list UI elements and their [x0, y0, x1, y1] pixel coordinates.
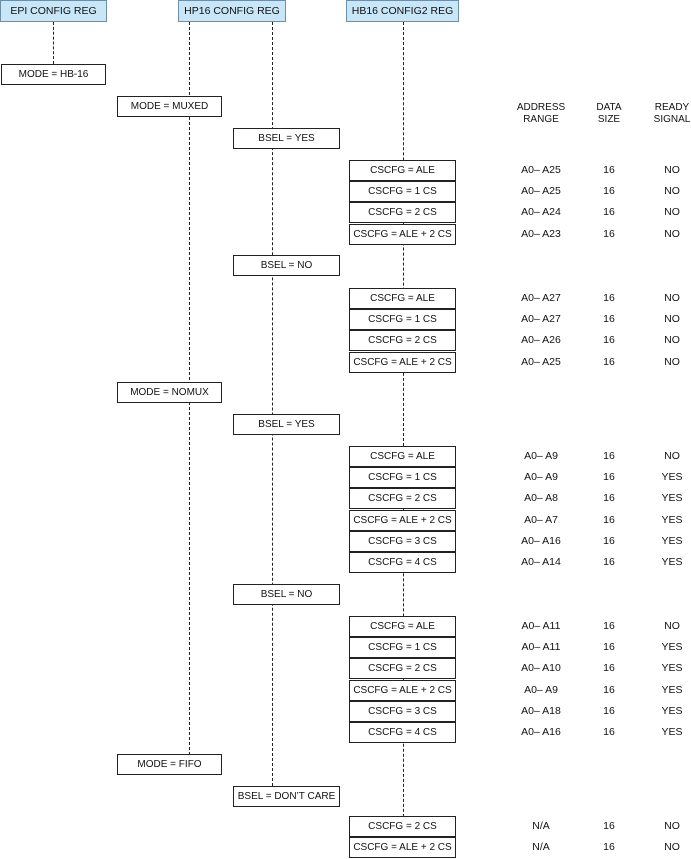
cscfg-box: CSCFG = ALE	[349, 616, 456, 637]
address-range-cell: A0– A11	[521, 620, 561, 632]
ready-signal-cell: YES	[661, 471, 683, 483]
header-hp16-config-reg: HP16 CONFIG REG	[178, 0, 286, 22]
cscfg-box: CSCFG = ALE	[349, 160, 456, 181]
address-range-cell: A0– A25	[521, 185, 561, 197]
address-range-cell: A0– A9	[524, 684, 558, 696]
address-range-cell: A0– A24	[521, 206, 561, 218]
cscfg-box: CSCFG = 2 CS	[349, 816, 456, 837]
header-hb16-config2-reg: HB16 CONFIG2 REG	[346, 0, 459, 22]
ready-signal-cell: NO	[664, 356, 680, 368]
column-header-address-range	[517, 102, 565, 126]
bsel-muxed-no-box: BSEL = NO	[233, 255, 340, 276]
cscfg-box: CSCFG = ALE + 2 CS	[349, 680, 456, 701]
address-range-cell: N/A	[532, 820, 550, 832]
ready-signal-cell: NO	[664, 313, 680, 325]
ready-signal-cell: NO	[664, 228, 680, 240]
cscfg-box: CSCFG = ALE + 2 CS	[349, 224, 456, 245]
data-size-cell: 16	[603, 705, 615, 717]
data-size-cell: 16	[603, 164, 615, 176]
data-size-cell: 16	[603, 185, 615, 197]
data-size-cell: 16	[603, 292, 615, 304]
column-header-address: ADDRESS	[516, 102, 566, 113]
ready-signal-cell: NO	[664, 334, 680, 346]
address-range-cell: A0– A25	[521, 356, 561, 368]
address-range-cell: A0– A14	[521, 556, 561, 568]
data-size-cell: 16	[603, 841, 615, 853]
address-range-cell: A0– A27	[521, 313, 561, 325]
data-size-cell: 16	[603, 556, 615, 568]
cscfg-box: CSCFG = 4 CS	[349, 552, 456, 573]
address-range-cell: A0– A16	[521, 726, 561, 738]
address-range-cell: A0– A7	[524, 514, 558, 526]
connector-line-epi	[53, 22, 54, 64]
column-header-ready-signal	[654, 102, 691, 126]
address-range-cell: A0– A10	[521, 662, 561, 674]
ready-signal-cell: YES	[661, 684, 683, 696]
address-range-cell: A0– A16	[521, 535, 561, 547]
ready-signal-cell: YES	[661, 662, 683, 674]
column-header-range: RANGE	[523, 114, 559, 125]
cscfg-box: CSCFG = 4 CS	[349, 722, 456, 743]
cscfg-box: CSCFG = 2 CS	[349, 488, 456, 509]
address-range-cell: N/A	[532, 841, 550, 853]
data-size-cell: 16	[603, 313, 615, 325]
cscfg-box: CSCFG = 2 CS	[349, 330, 456, 351]
cscfg-box: CSCFG = 1 CS	[349, 181, 456, 202]
address-range-cell: A0– A26	[521, 334, 561, 346]
cscfg-box: CSCFG = 3 CS	[349, 701, 456, 722]
bsel-nomux-no-box: BSEL = NO	[233, 584, 340, 605]
cscfg-box: CSCFG = ALE + 2 CS	[349, 510, 456, 531]
column-header-data: DATA	[596, 102, 622, 113]
address-range-cell: A0– A23	[521, 228, 561, 240]
ready-signal-cell: YES	[661, 535, 683, 547]
bsel-nomux-yes-box: BSEL = YES	[233, 414, 340, 435]
address-range-cell: A0– A27	[521, 292, 561, 304]
address-range-cell: A0– A8	[524, 492, 558, 504]
ready-signal-cell: YES	[661, 641, 683, 653]
data-size-cell: 16	[603, 206, 615, 218]
data-size-cell: 16	[603, 356, 615, 368]
bsel-muxed-yes-box: BSEL = YES	[233, 128, 340, 149]
ready-signal-cell: NO	[664, 292, 680, 304]
ready-signal-cell: YES	[661, 492, 683, 504]
cscfg-box: CSCFG = 3 CS	[349, 531, 456, 552]
mode-hb16-box: MODE = HB-16	[1, 64, 106, 85]
ready-signal-cell: NO	[664, 164, 680, 176]
ready-signal-cell: NO	[664, 206, 680, 218]
data-size-cell: 16	[603, 492, 615, 504]
ready-signal-cell: NO	[664, 820, 680, 832]
data-size-cell: 16	[603, 228, 615, 240]
address-range-cell: A0– A18	[521, 705, 561, 717]
column-header-size: SIZE	[597, 114, 621, 125]
data-size-cell: 16	[603, 450, 615, 462]
data-size-cell: 16	[603, 334, 615, 346]
address-range-cell: A0– A9	[524, 450, 558, 462]
ready-signal-cell: NO	[664, 450, 680, 462]
cscfg-box: CSCFG = ALE + 2 CS	[349, 837, 456, 858]
cscfg-box: CSCFG = ALE	[349, 446, 456, 467]
ready-signal-cell: NO	[664, 185, 680, 197]
cscfg-box: CSCFG = ALE	[349, 288, 456, 309]
column-header-ready: READY	[654, 102, 690, 113]
data-size-cell: 16	[603, 535, 615, 547]
cscfg-box: CSCFG = 1 CS	[349, 637, 456, 658]
cscfg-box: CSCFG = 1 CS	[349, 309, 456, 330]
mode-nomux-box: MODE = NOMUX	[117, 382, 222, 403]
cscfg-box: CSCFG = ALE + 2 CS	[349, 352, 456, 373]
ready-signal-cell: YES	[661, 514, 683, 526]
data-size-cell: 16	[603, 620, 615, 632]
data-size-cell: 16	[603, 641, 615, 653]
ready-signal-cell: YES	[661, 705, 683, 717]
data-size-cell: 16	[603, 820, 615, 832]
bsel-fifo-dontcare-box: BSEL = DON’T CARE	[233, 786, 340, 807]
ready-signal-cell: YES	[661, 556, 683, 568]
data-size-cell: 16	[603, 662, 615, 674]
address-range-cell: A0– A25	[521, 164, 561, 176]
cscfg-box: CSCFG = 2 CS	[349, 202, 456, 223]
data-size-cell: 16	[603, 514, 615, 526]
data-size-cell: 16	[603, 471, 615, 483]
data-size-cell: 16	[603, 684, 615, 696]
ready-signal-cell: NO	[664, 841, 680, 853]
ready-signal-cell: NO	[664, 620, 680, 632]
data-size-cell: 16	[603, 726, 615, 738]
address-range-cell: A0– A9	[524, 471, 558, 483]
cscfg-box: CSCFG = 1 CS	[349, 467, 456, 488]
ready-signal-cell: YES	[661, 726, 683, 738]
mode-fifo-box: MODE = FIFO	[117, 754, 222, 775]
address-range-cell: A0– A11	[521, 641, 561, 653]
cscfg-box: CSCFG = 2 CS	[349, 658, 456, 679]
column-header-signal: SIGNAL	[653, 114, 691, 125]
mode-muxed-box: MODE = MUXED	[117, 96, 222, 117]
header-epi-config-reg: EPI CONFIG REG	[0, 0, 107, 22]
column-header-data-size	[596, 102, 621, 126]
